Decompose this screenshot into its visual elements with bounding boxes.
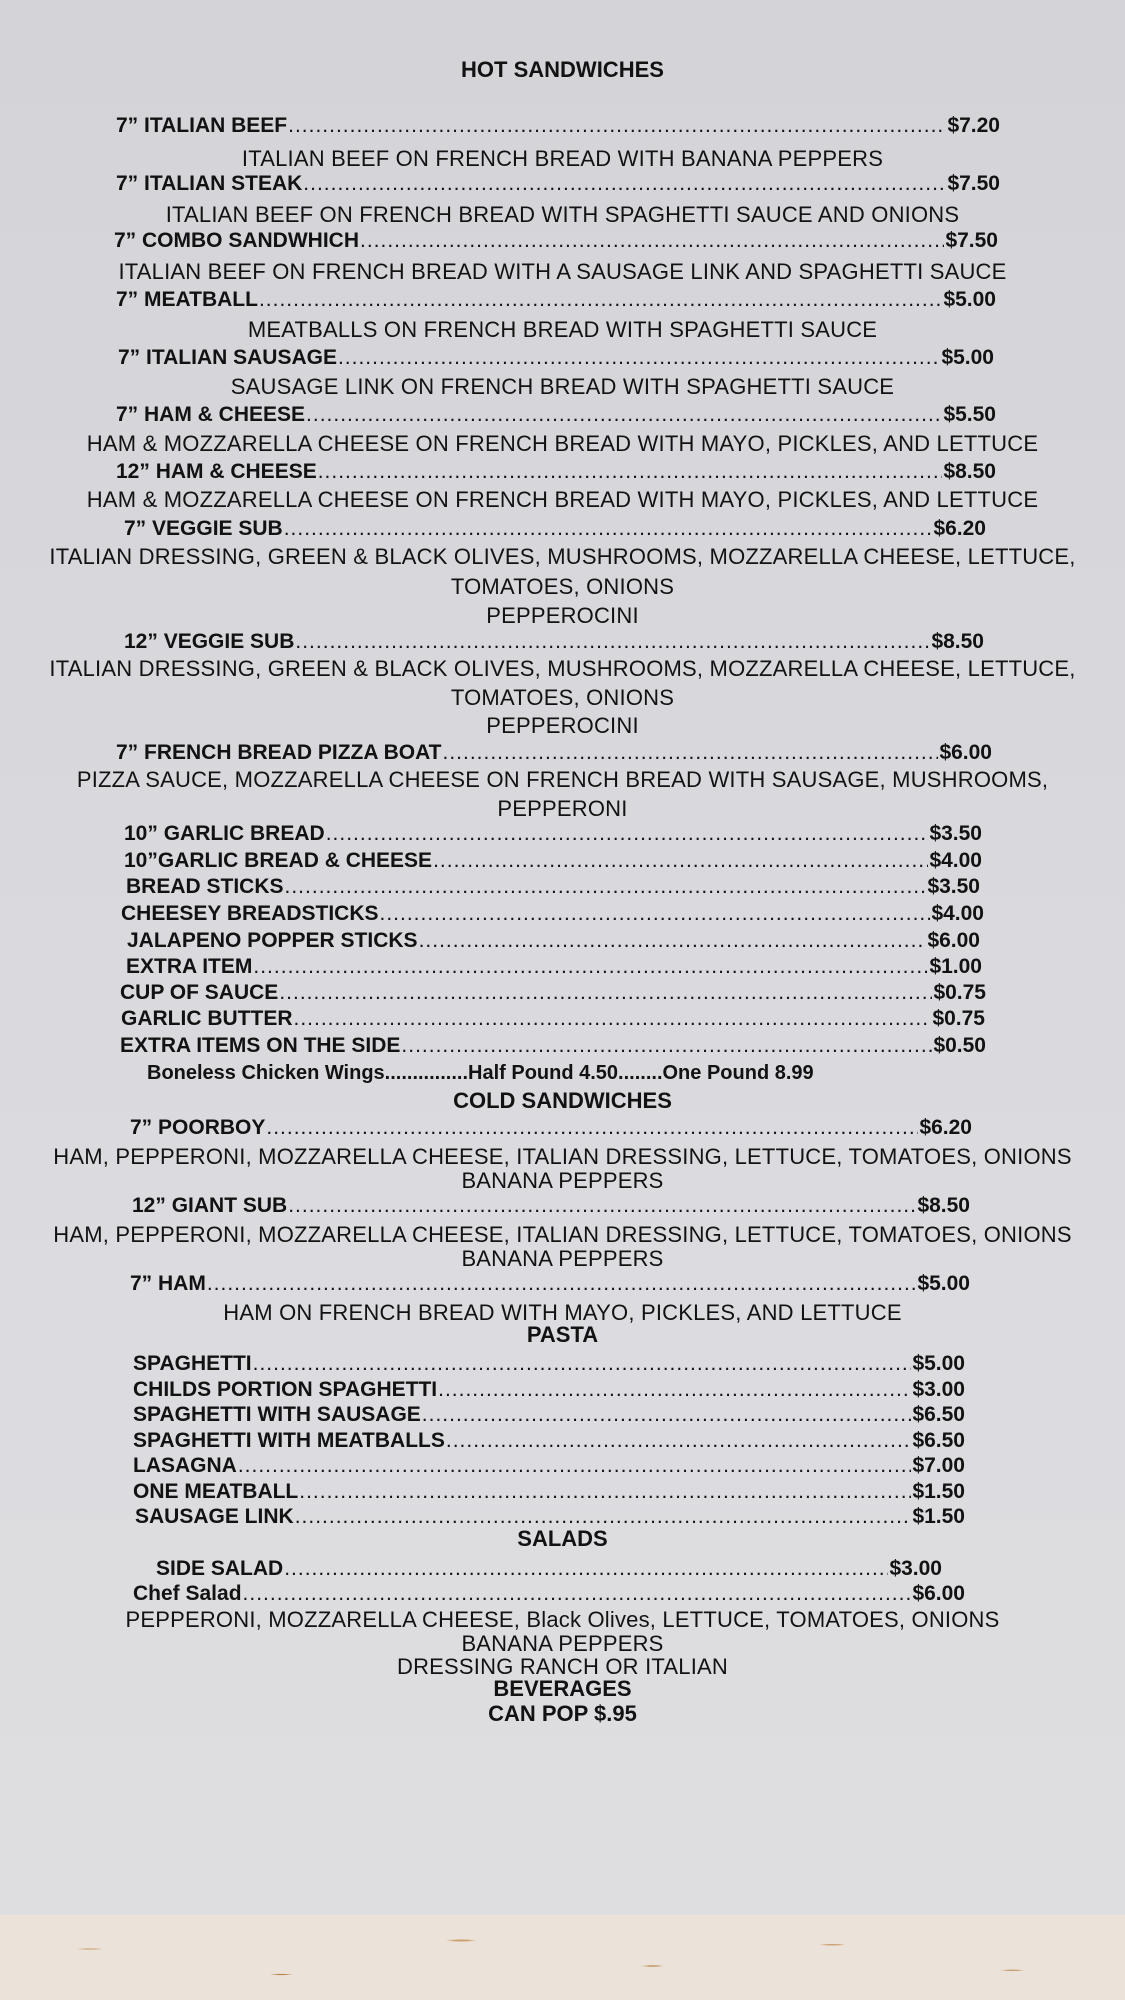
item-description: BANANA PEPPERS xyxy=(461,1246,664,1271)
beverage-item: CAN POP $.95 xyxy=(488,1701,637,1726)
item-description: SAUSAGE LINK ON FRENCH BREAD WITH SPAGHETTI SAUCE xyxy=(230,374,895,399)
item-name: 7” HAM xyxy=(130,1272,206,1295)
item-description: HAM, PEPPERONI, MOZZARELLA CHEESE, ITALIAN DRESSING, LETTUCE, TOMATOES, ONIONS xyxy=(53,1144,1072,1169)
item-description: PIZZA SAUCE, MOZZARELLA CHEESE ON FRENCH BREAD WITH SAUSAGE, MUSHROOMS, xyxy=(76,767,1049,792)
item-price: $7.50 xyxy=(945,229,998,252)
item-price: $8.50 xyxy=(917,1194,970,1217)
wings-line xyxy=(147,1061,814,1085)
item-description: PEPPERONI, MOZZARELLA CHEESE, Black Olives, LETTUCE, TOMATOES, ONIONS xyxy=(125,1607,1000,1632)
item-name: CHILDS PORTION SPAGHETTI xyxy=(133,1378,438,1401)
item-description: PEPPEROCINI xyxy=(486,603,639,628)
item-description: BANANA PEPPERS xyxy=(461,1168,664,1193)
menu-item xyxy=(124,849,982,873)
wings-one-pound: One Pound 8.99 xyxy=(662,1062,814,1084)
item-name: 7” HAM & CHEESE xyxy=(116,403,306,426)
section-heading-pasta: PASTA xyxy=(526,1322,599,1347)
menu-item xyxy=(124,822,982,846)
item-name: BREAD STICKS xyxy=(126,875,284,898)
item-price: $3.50 xyxy=(929,822,982,845)
item-description: ITALIAN BEEF ON FRENCH BREAD WITH BANANA PEPPERS xyxy=(241,146,884,171)
item-description: TOMATOES, ONIONS xyxy=(450,574,675,599)
menu-item xyxy=(116,114,1000,138)
menu-item xyxy=(126,955,982,979)
item-price: $6.00 xyxy=(912,1582,965,1605)
item-name: Chef Salad xyxy=(133,1582,242,1605)
item-price: $8.50 xyxy=(931,630,984,653)
item-price: $0.75 xyxy=(933,981,986,1004)
menu-item xyxy=(133,1352,965,1376)
item-name: EXTRA ITEM xyxy=(126,955,253,978)
menu-item xyxy=(114,229,998,253)
item-description: HAM & MOZZARELLA CHEESE ON FRENCH BREAD WITH MAYO, PICKLES, AND LETTUCE xyxy=(86,431,1039,456)
item-price: $6.20 xyxy=(933,517,986,540)
item-price: $6.00 xyxy=(939,741,992,764)
item-name: EXTRA ITEMS ON THE SIDE xyxy=(120,1034,401,1057)
item-price: $7.00 xyxy=(912,1454,965,1477)
item-description: ITALIAN DRESSING, GREEN & BLACK OLIVES, MUSHROOMS, MOZZARELLA CHEESE, LETTUCE, xyxy=(49,656,1076,681)
wings-name: Boneless Chicken Wings xyxy=(147,1062,385,1084)
menu-item xyxy=(156,1557,942,1581)
item-name: SAUSAGE LINK xyxy=(135,1505,294,1528)
item-name: 10”GARLIC BREAD & CHEESE xyxy=(124,849,433,872)
item-price: $8.50 xyxy=(943,460,996,483)
item-price: $6.50 xyxy=(912,1403,965,1426)
item-price: $5.00 xyxy=(941,346,994,369)
item-name: GARLIC BUTTER xyxy=(121,1007,293,1030)
item-name: 10” GARLIC BREAD xyxy=(124,822,325,845)
item-description: BANANA PEPPERS xyxy=(461,1631,664,1656)
menu-item xyxy=(118,346,994,370)
menu-item xyxy=(133,1454,965,1478)
menu-item xyxy=(116,460,996,484)
item-price: $6.50 xyxy=(912,1429,965,1452)
item-description: ITALIAN DRESSING, GREEN & BLACK OLIVES, MUSHROOMS, MOZZARELLA CHEESE, LETTUCE, xyxy=(49,544,1076,569)
menu-item xyxy=(133,1429,965,1453)
item-name: 12” HAM & CHEESE xyxy=(116,460,317,483)
item-price: $7.50 xyxy=(947,172,1000,195)
item-name: JALAPENO POPPER STICKS xyxy=(127,929,418,952)
item-name: 12” GIANT SUB xyxy=(132,1194,288,1217)
item-price: $3.50 xyxy=(927,875,980,898)
item-description: DRESSING RANCH OR ITALIAN xyxy=(397,1654,728,1679)
menu-item xyxy=(130,1272,970,1296)
item-name: 7” ITALIAN STEAK xyxy=(116,172,303,195)
menu-item xyxy=(133,1480,965,1504)
menu-item xyxy=(124,630,984,654)
item-name: SIDE SALAD xyxy=(156,1557,284,1580)
item-name: 12” VEGGIE SUB xyxy=(124,630,295,653)
item-description: MEATBALLS ON FRENCH BREAD WITH SPAGHETTI SAUCE xyxy=(247,317,878,342)
section-heading-cold-sandwiches: COLD SANDWICHES xyxy=(453,1088,672,1113)
item-price: $1.00 xyxy=(929,955,982,978)
item-description: HAM, PEPPERONI, MOZZARELLA CHEESE, ITALIAN DRESSING, LETTUCE, TOMATOES, ONIONS xyxy=(53,1222,1072,1247)
item-description: HAM & MOZZARELLA CHEESE ON FRENCH BREAD WITH MAYO, PICKLES, AND LETTUCE xyxy=(86,487,1039,512)
menu-item xyxy=(120,1034,986,1058)
item-description: HAM ON FRENCH BREAD WITH MAYO, PICKLES, AND LETTUCE xyxy=(223,1300,902,1325)
item-name: 7” POORBOY xyxy=(130,1116,266,1139)
item-name: 7” MEATBALL xyxy=(116,288,258,311)
item-price: $6.20 xyxy=(919,1116,972,1139)
menu-item xyxy=(133,1582,965,1606)
item-price: $4.00 xyxy=(929,849,982,872)
menu-item xyxy=(127,929,980,953)
item-price: $1.50 xyxy=(912,1505,965,1528)
item-price: $5.50 xyxy=(943,403,996,426)
item-name: 7” ITALIAN SAUSAGE xyxy=(118,346,337,369)
item-name: CHEESEY BREADSTICKS xyxy=(121,902,379,925)
menu-item xyxy=(120,981,986,1005)
section-heading-beverages: BEVERAGES xyxy=(493,1676,632,1701)
item-price: $5.00 xyxy=(917,1272,970,1295)
item-name: LASAGNA xyxy=(133,1454,237,1477)
item-price: $3.00 xyxy=(912,1378,965,1401)
countertop-background xyxy=(0,1915,1125,2000)
menu-item xyxy=(116,288,996,312)
menu-item xyxy=(124,517,986,541)
section-heading-salads: SALADS xyxy=(517,1526,608,1551)
section-heading-hot-sandwiches: HOT SANDWICHES xyxy=(461,57,664,82)
item-name: CUP OF SAUCE xyxy=(120,981,279,1004)
menu-item xyxy=(130,1116,972,1140)
item-description: PEPPERONI xyxy=(497,796,628,821)
menu-item xyxy=(132,1194,970,1218)
item-name: SPAGHETTI WITH SAUSAGE xyxy=(133,1403,421,1426)
item-price: $3.00 xyxy=(889,1557,942,1580)
item-description: PEPPEROCINI xyxy=(486,713,639,738)
item-price: $5.00 xyxy=(943,288,996,311)
menu-item xyxy=(116,403,996,427)
item-name: SPAGHETTI WITH MEATBALLS xyxy=(133,1429,445,1452)
item-price: $6.00 xyxy=(927,929,980,952)
item-price: $4.00 xyxy=(931,902,984,925)
item-price: $5.00 xyxy=(912,1352,965,1375)
item-price: $0.75 xyxy=(932,1007,985,1030)
wings-half-pound: Half Pound 4.50 xyxy=(468,1062,619,1084)
item-price: $0.50 xyxy=(933,1034,986,1057)
menu-item xyxy=(133,1378,965,1402)
item-name: 7” ITALIAN BEEF xyxy=(116,114,288,137)
menu-item xyxy=(116,741,992,765)
item-name: SPAGHETTI xyxy=(133,1352,252,1375)
item-name: ONE MEATBALL xyxy=(133,1480,299,1503)
menu-item xyxy=(133,1403,965,1427)
menu-item xyxy=(121,1007,985,1031)
item-price: $1.50 xyxy=(912,1480,965,1503)
item-name: 7” COMBO SANDWHICH xyxy=(114,229,359,252)
item-name: 7” VEGGIE SUB xyxy=(124,517,283,540)
item-description: ITALIAN BEEF ON FRENCH BREAD WITH SPAGHETTI SAUCE AND ONIONS xyxy=(165,202,960,227)
item-description: TOMATOES, ONIONS xyxy=(450,685,675,710)
menu-item xyxy=(121,902,984,926)
menu-item xyxy=(116,172,1000,196)
menu-item xyxy=(126,875,980,899)
item-name: 7” FRENCH BREAD PIZZA BOAT xyxy=(116,741,442,764)
item-price: $7.20 xyxy=(947,114,1000,137)
item-description: ITALIAN BEEF ON FRENCH BREAD WITH A SAUSAGE LINK AND SPAGHETTI SAUCE xyxy=(118,259,1007,284)
